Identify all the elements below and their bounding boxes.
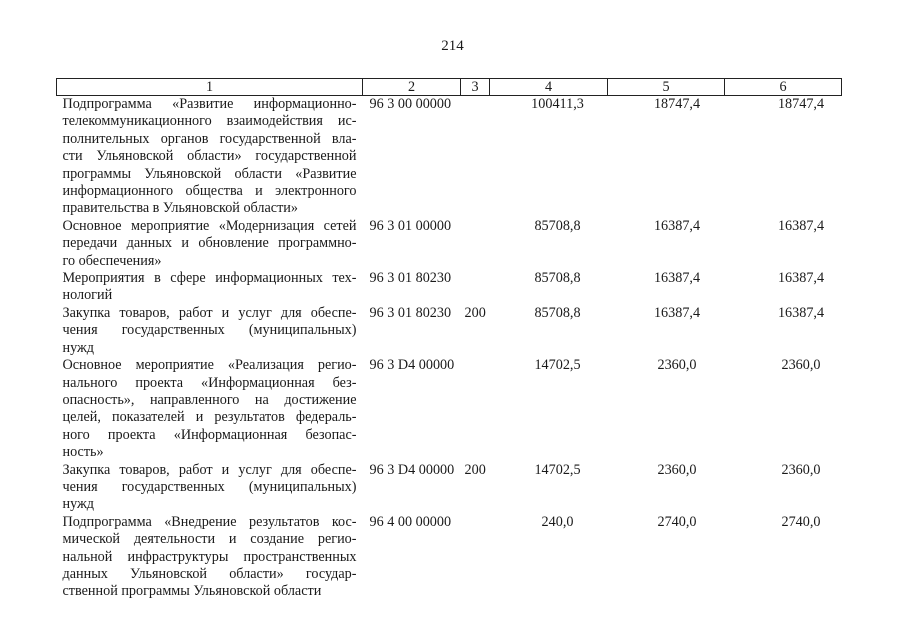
row-name-line: передачи данных и обновление программно- <box>62 235 357 252</box>
row-name-line: ственной программы Ульяновской области <box>62 583 322 600</box>
row-name-line: Закупка товаров, работ и услуг для обеспе- <box>62 461 357 478</box>
row-name-line: Подпрограмма «Внедрение результатов кос- <box>62 513 357 530</box>
row-value-6: 2360,0 <box>781 461 821 478</box>
row-value-6: 16387,4 <box>777 217 825 234</box>
row-name-line: нологий <box>62 287 113 304</box>
row-name <box>57 270 363 305</box>
header-col-6: 6 <box>725 79 842 96</box>
row-code: 96 3 01 00000 <box>369 217 452 234</box>
table-header <box>57 79 842 96</box>
row-expense-type <box>461 357 490 461</box>
row-value-4: 14702,5 <box>534 461 581 478</box>
row-code: 96 3 00 00000 <box>369 96 452 112</box>
row-name-line: данных Ульяновской области» государ- <box>62 565 357 582</box>
row-value-5: 18747,4 <box>653 96 701 112</box>
row-name-line: программы Ульяновской области «Развитие <box>62 165 357 182</box>
table-row <box>57 96 842 218</box>
row-value-6: 16387,4 <box>777 270 825 287</box>
row-name <box>57 462 363 514</box>
row-name-line: Закупка товаров, работ и услуг для обеспе- <box>62 304 357 321</box>
row-code: 96 3 D4 00000 <box>369 357 455 374</box>
row-name-line: нужд <box>62 339 95 356</box>
row-name-line: Мероприятия в сфере информационных тех- <box>62 270 357 287</box>
row-expense-type <box>461 270 490 305</box>
budget-table <box>56 78 842 601</box>
row-name-line: информационного общества и электронного <box>62 183 357 200</box>
header-col-1: 1 <box>57 79 363 96</box>
row-expense-type <box>461 514 490 601</box>
row-name-line: нального проекта «Информационная без- <box>62 374 357 391</box>
row-name-line: нальной инфраструктуры пространственных <box>62 548 357 565</box>
row-name-line: нужд <box>62 496 95 513</box>
row-name-line: ного проекта «Информационная безопас- <box>62 426 357 443</box>
row-name-line: целей, показателей и результатов федераль- <box>62 409 357 426</box>
row-name-line: сти Ульяновской области» государственной <box>62 148 357 165</box>
table-row <box>57 357 842 461</box>
table-row <box>57 514 842 601</box>
row-name-line: чения государственных (муниципальных) <box>62 478 357 495</box>
row-name-line: мической деятельности и создание регио- <box>62 531 357 548</box>
table-row <box>57 270 842 305</box>
row-name-line: Основное мероприятие «Реализация регио- <box>62 357 357 374</box>
row-name-line: опасность», направленного на достижение <box>62 391 357 408</box>
row-value-6: 18747,4 <box>777 96 825 112</box>
row-value-6: 2360,0 <box>781 357 821 374</box>
header-col-5: 5 <box>608 79 725 96</box>
row-value-5: 2740,0 <box>657 513 697 530</box>
header-col-3: 3 <box>461 79 490 96</box>
row-code: 96 3 01 80230 <box>369 270 452 287</box>
row-value-5: 16387,4 <box>653 270 701 287</box>
table-row <box>57 305 842 357</box>
row-value-4: 85708,8 <box>534 304 581 321</box>
row-value-5: 2360,0 <box>657 461 697 478</box>
row-value-6: 16387,4 <box>777 304 825 321</box>
row-name <box>57 96 363 218</box>
row-name <box>57 514 363 601</box>
row-value-5: 2360,0 <box>657 357 697 374</box>
header-col-2: 2 <box>363 79 461 96</box>
row-value-6: 2740,0 <box>781 513 821 530</box>
row-name-line: ность» <box>62 444 104 461</box>
page-number: 214 <box>441 38 464 54</box>
row-name-line: телекоммуникационного взаимодействия ис- <box>62 113 357 130</box>
row-name <box>57 305 363 357</box>
table-body <box>57 96 842 601</box>
header-row <box>57 79 842 96</box>
row-name-line: Основное мероприятие «Модернизация сетей <box>62 217 357 234</box>
row-value-5: 16387,4 <box>653 217 701 234</box>
table-row <box>57 218 842 270</box>
row-expense-type: 200 <box>464 461 486 478</box>
row-value-5: 16387,4 <box>653 304 701 321</box>
row-code: 96 4 00 00000 <box>369 513 452 530</box>
row-name-line: го обеспечения» <box>62 252 162 269</box>
row-value-4: 85708,8 <box>534 270 581 287</box>
row-expense-type <box>461 96 490 218</box>
row-value-4: 100411,3 <box>531 96 584 112</box>
row-name <box>57 357 363 461</box>
row-name-line: Подпрограмма «Развитие информационно- <box>62 96 357 112</box>
table-row <box>57 462 842 514</box>
header-col-4: 4 <box>490 79 608 96</box>
row-name-line: полнительных органов государственной вла- <box>62 130 357 147</box>
row-expense-type <box>461 218 490 270</box>
row-name-line: чения государственных (муниципальных) <box>62 322 357 339</box>
row-value-4: 240,0 <box>541 513 574 530</box>
row-value-4: 85708,8 <box>534 217 581 234</box>
row-value-4: 14702,5 <box>534 357 581 374</box>
row-code: 96 3 01 80230 <box>369 304 452 321</box>
row-expense-type: 200 <box>464 304 486 321</box>
row-name <box>57 218 363 270</box>
row-code: 96 3 D4 00000 <box>369 461 455 478</box>
row-name-line: правительства в Ульяновской области» <box>62 200 298 217</box>
